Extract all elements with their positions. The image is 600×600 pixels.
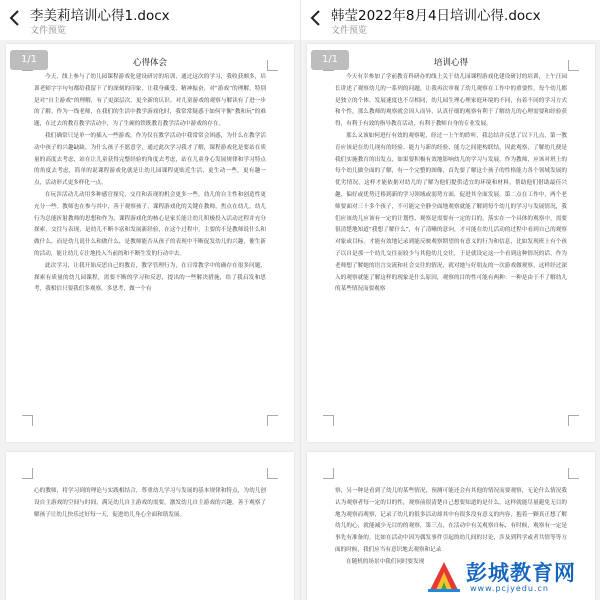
paragraph: 那么又该如何进行有效的观察呢，经过一上午的聆听，我总结并反思了以下几点，第一教育应该是在幼儿现有的经验、能力与新的经验、能力之间建构联结，因此观察，了解幼儿便是我们实施教育的出发点，如果要积极有效地影响幼儿的学习与发展，作为教师，应该对班上的每个幼儿做全面的了解，有一个完整的图像，首先要了解这个孩子的性格能力各个领域发展的优劣情况，这样才能依据对幼儿的了解为他们提供适宜的环境和材料，帮助他们借助最佳兴趣，偏好或优势迁移到新的学习领域或弱势方面，促进其全面发展，第二点在工作中，两个老师要面对三十多个孩子，不可能完全静全面地观察就能了解到每个幼儿的学习与发展情况，我们应该幼儿应该有一定的计划性，观察是需要有一定的目的，落实在一个具体的观察中，需要很清楚地知道“我想了解什么”，有了清晰的意向，才可能在幼儿活动的过程中看到自己的观察对象或目标，才能有效地记录到能反映观察期望的有意义的行为和信息，比如发现班上有个孩子以自是那一个幼儿交往而较少与其他幼儿交往，于是就设定这一个看到这种情况的话，作为老师想了解她的语言交流和社会交往的情况，就对她与好朋友的一次游戏做观察，这样经过深入的观察就能了解这样的现象是什么原因，观察的目的性可能有两种：一种是由于不了解幼儿的某些情况而要观察 [335, 132, 567, 293]
document-page-1 [6, 44, 294, 442]
document-body [6, 72, 294, 296]
document-body [307, 72, 595, 296]
page-indicator: 1/1 [311, 50, 349, 70]
paragraph: 在玩涉活动儿动用多种感官探究，交往和表现的机会更多一些，幼儿的自主性和创造性更充分一些。教师也在参与其中，善于观察孩子，课程游戏化的关键在教师，焦点在幼儿，幼儿行为总能折射教师的思想和作为，课程游戏化的核心是家长能让幼儿积极投入活动过程并充分探索，交往与表现，是幼儿不断丰富和发展新经验，在这个过程中，主要的不是教师说什么和做什么，而是幼儿说什么和做什么，是教师能否从孩子的表现中不断促发幼儿的兴趣，催生新的活动，能让幼儿专注地投入当前的和不断生发的行动中去。 [34, 191, 266, 257]
back-arrow-icon[interactable] [309, 8, 323, 28]
left-header [0, 0, 300, 40]
site-name: 彭城教育网 [466, 561, 576, 585]
right-header [301, 0, 600, 40]
crop-mark-icon [568, 415, 579, 426]
document-viewer[interactable] [301, 40, 600, 600]
document-title: 心得体会 [132, 58, 167, 68]
document-page-2 [6, 452, 294, 600]
paragraph: 今天有幸参加了学前教育科研办的线上关于幼儿园课程游戏化建设研讨的培训，上午汪园长讲述了观察幼儿的一系列的问题，让我再次审视了幼儿观察在工作中的重要性，每个幼儿都是独立的个体，发展速度也不尽相同，幼儿园生理心理家庭环境的不同，有着不同的学习方式和个性，那么教师的观察就会因人而异，认真仔细的观察有利于了解幼儿的心理需要和经验获得，有利于有效的指导教育活动，有利于教师自身的专业发展。 [335, 74, 567, 128]
crop-mark-icon [267, 415, 278, 426]
paragraph: 察，另一种是看到了幼儿的某些情况，预测可能还会有其他的情况而要观察，无论什么情况我认为观察者每一定的目的性，观察前很清楚自己想要知道的是什么，这样就能尽量避免无目的地为观察而观察，记录了幼儿的很多活动却其中有很多没有意义的内容，抱着一颗真正想了解幼儿的心，就能减少无目的的观察，第三点，在活动中有关观察自标，有时候，观察有一定是事先有准备的，比如在活动中因为偶发事件引起的幼儿间的讨论，涉及到科学或者共情等等方面的时候，我们应当有意识地去观察和记录 [335, 488, 567, 553]
crop-mark-icon [568, 468, 579, 479]
back-arrow-icon[interactable] [8, 8, 22, 28]
document-page-1 [307, 44, 595, 442]
file-title: 李美莉培训心得1.docx [30, 8, 170, 24]
site-url: www.pcjyedu.cn [470, 584, 549, 593]
document-body [6, 452, 294, 521]
paragraph: 今天，线上参与了幼儿园课程游戏化建设研讨的培训，通过这次的学习，我收获颇多，培训老师字字句句都给我留下了的深刻的印象，让我身藏受、精神振奋，对“游戏”的理解，特别是对“自主游戏”的理解，有了更深层次、更全新的认识。对儿童游戏的观察与解读有了进一步的了解。作为一线老师，在我们的生活中教学游戏化时，我常常疑惑于如何平衡“教和玩”的难题，在过去的教育教学活动中，为了生硬的铁既教育教学活动中游戏的存在。 [34, 74, 266, 128]
right-preview-panel [300, 0, 600, 600]
paragraph: 我们确常只是单一的插入一些游戏，作为仅在教学活动中我常常会困惑，为什么在教学活动中孩子的兴趣缺缺，为什么孩子不愿意学，通过此次学习我才了解，课程游戏化是要站在质量的高度去考虑，站在让儿童获得完整经验的角度去考虑，站在儿童身心发展规律和学习特点的角度去考虑，简单的说课程游戏化就是让幼儿园课程更贴近生活，更生动一些，更有趣一点，活动形式更多样化一点。 [34, 132, 266, 187]
document-body [307, 452, 595, 569]
crop-mark-icon [323, 468, 334, 479]
crop-mark-icon [568, 60, 579, 71]
file-subtitle: 文件预览 [30, 26, 67, 36]
file-subtitle: 文件预览 [331, 26, 368, 36]
paragraph: 此次学习，让我开始反思自己的教育，教学管理行为，在日常教学中的确存在很多问题，探索有质量的幼儿园课程，需要不断的学习和反思，提出的一些解决措施，给了我启发和思考，我相信只要我们多观察，多思考，做一个有 [34, 262, 266, 293]
paragraph: 心的教师，将学习到的理论与实践相结合，尊重幼儿学习与发展的基本规律和特点，为幼儿创设自主游戏的空间与时间，满足幼儿自主游戏的需要，激发幼儿自主游戏的兴趣，善于观察了解孩子让幼儿快乐过好每一天，促进幼儿身心全面和谐发展。 [34, 488, 266, 518]
crop-mark-icon [22, 415, 33, 426]
site-logo-icon [426, 558, 462, 594]
paragraph: 在随机的场景中我们同时要发现 [346, 558, 425, 565]
crop-mark-icon [323, 415, 334, 426]
document-viewer[interactable] [0, 40, 300, 600]
document-title: 培训心得 [433, 58, 468, 68]
crop-mark-icon [267, 468, 278, 479]
site-watermark [426, 558, 596, 596]
page-indicator: 1/1 [10, 50, 48, 70]
file-title: 韩莹2022年8月4日培训心得.docx [331, 8, 541, 24]
crop-mark-icon [267, 60, 278, 71]
crop-mark-icon [22, 468, 33, 479]
